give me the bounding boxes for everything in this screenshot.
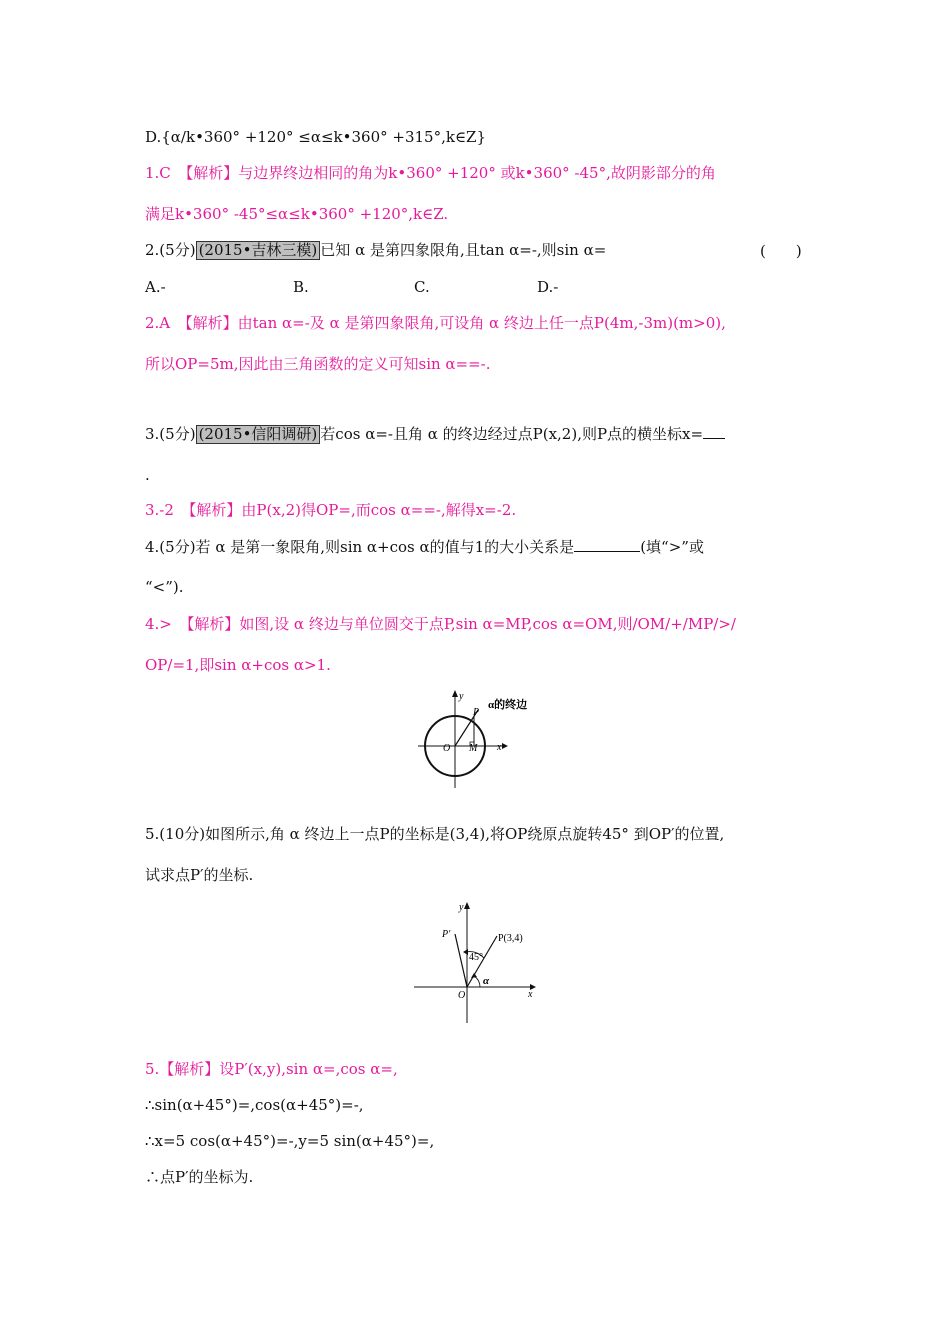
point-m-label: M (469, 743, 478, 754)
question-3-period: . (145, 466, 150, 484)
answer-2-analysis: 2.A 【解析】由tan α=-及 α 是第四象限角,可设角 α 终边上任一点P(4m,-3m)(m>0), (145, 314, 726, 332)
answer-blank (574, 537, 640, 552)
rotation-figure (410, 898, 545, 1026)
option-b: B. (293, 278, 309, 296)
option-c: C. (414, 278, 430, 296)
origin-label: O (443, 743, 451, 754)
source-tag: (2015•吉林三模) (196, 241, 321, 260)
point-p-prime-label: P′ (442, 929, 451, 940)
unit-circle-figure (410, 688, 550, 793)
answer-blank (703, 424, 725, 439)
terminal-side-label: α的终边 (488, 699, 528, 711)
answer-4-analysis: 4.> 【解析】如图,设 α 终边与单位圆交于点P,sin α=MP,cos α=OM,则/OM/+/MP/>/ (145, 615, 736, 633)
point-p-label: P (473, 707, 480, 718)
answer-4-analysis-cont: OP/=1,即sin α+cos α>1. (145, 656, 331, 674)
x-axis-label: x (528, 989, 533, 1000)
question-4-cont: “<”). (145, 578, 184, 596)
answer-1-analysis-cont: 满足k•360° -45°≤α≤k•360° +120°,k∈Z. (145, 205, 449, 223)
question-5: 5.(10分)如图所示,角 α 终边上一点P的坐标是(3,4),将OP绕原点旋转45° 到OP′的位置, (145, 825, 725, 843)
answer-5-analysis: 5.【解析】设P′(x,y),sin α=,cos α=, (145, 1060, 398, 1078)
option-a: A.- (145, 278, 166, 296)
answer-2-analysis-cont: 所以OP=5m,因此由三角函数的定义可知sin α==-. (145, 355, 491, 373)
answer-3-analysis: 3.-2 【解析】由P(x,2)得OP=,而cos α==-,解得x=-2. (145, 501, 517, 519)
option-d-line: D.{α/k•360° +120° ≤α≤k•360° +315°,k∈Z} (145, 128, 487, 146)
answer-1-analysis: 1.C 【解析】与边界终边相同的角为k•360° +120° 或k•360° -45°,故阴影部分的角 (145, 164, 716, 182)
x-axis-label: x (497, 742, 502, 753)
alpha-label: α (483, 975, 490, 987)
question-2: 2.(5分) (2015•吉林三模) 已知 α 是第四象限角,且tan α=-,则sin α= (145, 241, 607, 259)
angle-45-label: 45° (469, 952, 483, 963)
origin-label: O (458, 990, 466, 1001)
source-tag: (2015•信阳调研) (196, 425, 321, 444)
answer-paren: ( ) (760, 242, 802, 260)
answer-5-conclusion: ∴点P′的坐标为. (145, 1168, 254, 1186)
answer-5-step2: ∴x=5 cos(α+45°)=-,y=5 sin(α+45°)=, (145, 1132, 435, 1150)
y-axis-label: y (459, 691, 464, 702)
question-5-cont: 试求点P′的坐标. (145, 866, 254, 884)
y-axis-label: y (459, 902, 464, 913)
point-p-label: P(3,4) (498, 933, 523, 944)
question-4: 4.(5分)若 α 是第一象限角,则sin α+cos α的值与1的大小关系是 (填“>”或 (145, 538, 704, 556)
option-d: D.- (537, 278, 559, 296)
question-3: 3.(5分) (2015•信阳调研) 若cos α=-且角 α 的终边经过点P(x,2),则P点的横坐标x= (145, 424, 725, 444)
answer-5-step1: ∴sin(α+45°)=,cos(α+45°)=-, (145, 1096, 364, 1114)
